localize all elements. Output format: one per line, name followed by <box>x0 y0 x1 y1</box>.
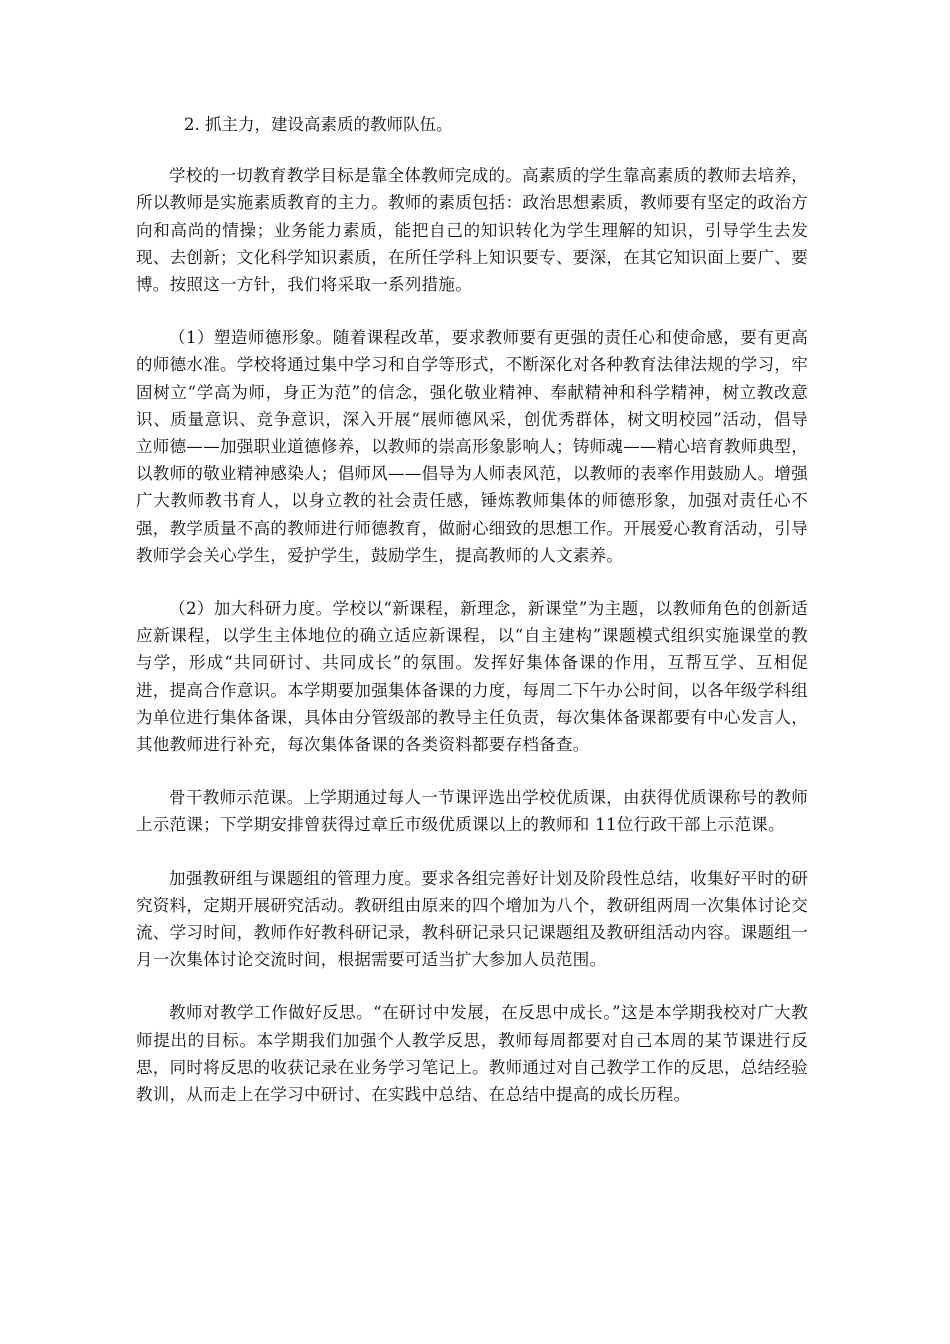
section-heading: 2. 抓主力，建设高素质的教师队伍。 <box>184 115 453 134</box>
paragraph-reflection: 教师对教学工作做好反思。“在研讨中发展，在反思中成长。”这是本学期我校对广大教师提出的目标。本学期我们加强个人教学反思，教师每周都要对自己本周的某节课进行反思，同时将反思的收获记录在业务学习笔记上。教师通过对自己教学工作的反思，总结经验教训，从而走上在学习中研讨、在实践中总结、在总结中提高的成长历程。 <box>136 1003 808 1105</box>
paragraph-teacher-quality: 学校的一切教育教学目标是靠全体教师完成的。高素质的学生靠高素质的教师去培养，所以教师是实施素质教育的主力。教师的素质包括：政治思想素质，教师要有坚定的政治方向和高尚的情操；业务能力素质，能把自己的知识转化为学生理解的知识，引导学生去发现、去创新；文化科学知识素质，在所任学科上知识要专、要深，在其它知识面上要广、要博。按照这一方针，我们将采取一系列措施。 <box>136 166 808 295</box>
paragraph-demo-lessons: 骨干教师示范课。上学期通过每人一节课评选出学校优质课，由获得优质课称号的教师上示范课；下学期安排曾获得过章丘市级优质课以上的教师和 11位行政干部上示范课。 <box>136 788 808 835</box>
paragraph-research-groups: 加强教研组与课题组的管理力度。要求各组完善好计划及阶段性总结，收集好平时的研究资料，定期开展研究活动。教研组由原来的四个增加为八个，教研组两周一次集体讨论交流、学习时间，教师作好教科研记录，教科研记录只记课题组及教研组活动内容。课题组一月一次集体讨论交流时间，根据需要可适当扩大参加人员范围。 <box>136 868 808 970</box>
document-body <box>136 111 808 1134</box>
paragraph-research: （2）加大科研力度。学校以“新课程，新理念，新课堂”为主题，以教师角色的创新适应新课程，以学生主体地位的确立适应新课程，以“自主建构”课题模式组织实施课堂的教与学，形成“共同研讨、共同成长”的氛围。发挥好集体备课的作用，互帮互学、互相促进，提高合作意识。本学期要加强集体备课的力度，每周二下午办公时间，以各年级学科组为单位进行集体备课，具体由分管级部的教导主任负责，每次集体备课都要有中心发言人，其他教师进行补充，每次集体备课的各类资料都要存档备查。 <box>136 599 808 755</box>
paragraph-teacher-ethics: （1）塑造师德形象。随着课程改革，要求教师要有更强的责任心和使命感，要有更高的师德水准。学校将通过集中学习和自学等形式，不断深化对各种教育法律法规的学习，牢固树立“学高为师，身正为范”的信念，强化敬业精神、奉献精神和科学精神，树立教改意识、质量意识、竞争意识，深入开展“展师德风采，创优秀群体，树文明校园”活动，倡导立师德——加强职业道德修养，以教师的崇高形象影响人；铸师魂——精心培育教师典型，以教师的敬业精神感染人；倡师风——倡导为人师表风范，以教师的表率作用鼓励人。增强广大教师教书育人，以身立教的社会责任感，锤炼教师集体的师德形象，加强对责任心不强，教学质量不高的教师进行师德教育，做耐心细致的思想工作。开展爱心教育活动，引导教师学会关心学生，爱护学生，鼓励学生，提高教师的人文素养。 <box>136 328 808 565</box>
